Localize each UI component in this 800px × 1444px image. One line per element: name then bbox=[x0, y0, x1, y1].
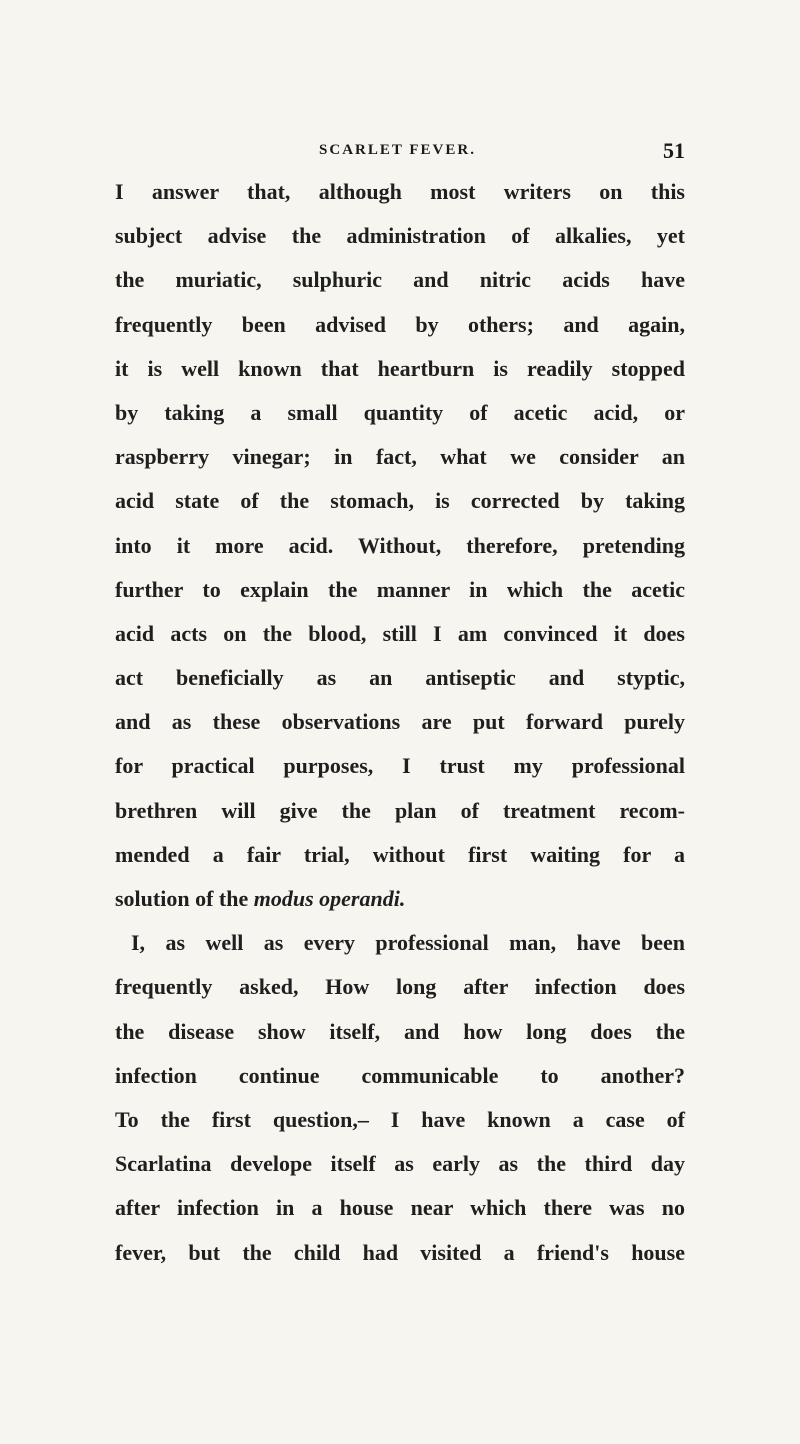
text-line: the muriatic, sulphuric and nitric acids have bbox=[115, 267, 685, 293]
text-line: mended a fair trial, without first waiting for a bbox=[115, 841, 685, 867]
text-line: and as these observations are put forward purely bbox=[115, 709, 685, 735]
text-line: for practical purposes, I trust my professional bbox=[115, 753, 685, 779]
text-line: the disease show itself, and how long does the bbox=[115, 1018, 685, 1044]
text-line: brethren will give the plan of treatment recom- bbox=[115, 797, 685, 823]
text-line: further to explain the manner in which the acetic bbox=[115, 576, 685, 602]
page-number: 51 bbox=[663, 138, 685, 163]
text-line: Scarlatina develope itself as early as the third day bbox=[115, 1151, 685, 1177]
text-line: raspberry vinegar; in fact, what we consider an bbox=[115, 444, 685, 470]
text-line: by taking a small quantity of acetic acid, or bbox=[115, 399, 685, 425]
text-line: subject advise the administration of alkalies, yet bbox=[115, 223, 685, 249]
text-line: it is well known that heartburn is readily stopped bbox=[115, 355, 685, 381]
text-line: fever, but the child had visited a friend's house bbox=[115, 1239, 685, 1265]
text-line: frequently asked, How long after infection does bbox=[115, 974, 685, 1000]
text-line: acid state of the stomach, is corrected by taking bbox=[115, 488, 685, 514]
running-head bbox=[110, 138, 685, 168]
text-line-last bbox=[115, 877, 685, 921]
text-line: after infection in a house near which there was no bbox=[115, 1195, 685, 1221]
text-line: acid acts on the blood, still I am convinced it does bbox=[115, 620, 685, 646]
text-line: To the first question,– I have known a case of bbox=[115, 1106, 685, 1132]
text-line: act beneficially as an antiseptic and styptic, bbox=[115, 665, 685, 691]
body-text bbox=[115, 170, 685, 1275]
running-title: SCARLET FEVER. bbox=[319, 142, 476, 158]
text-line: into it more acid. Without, therefore, pretending bbox=[115, 532, 685, 558]
text-line-indented: I, as well as every professional man, have been bbox=[131, 930, 685, 956]
text-fragment: solution of the bbox=[115, 886, 254, 911]
text-line: frequently been advised by others; and again, bbox=[115, 311, 685, 337]
text-line: I answer that, although most writers on this bbox=[115, 179, 685, 204]
text-line: infection continue communicable to another? bbox=[115, 1062, 685, 1088]
italic-phrase: modus operandi. bbox=[253, 886, 406, 911]
